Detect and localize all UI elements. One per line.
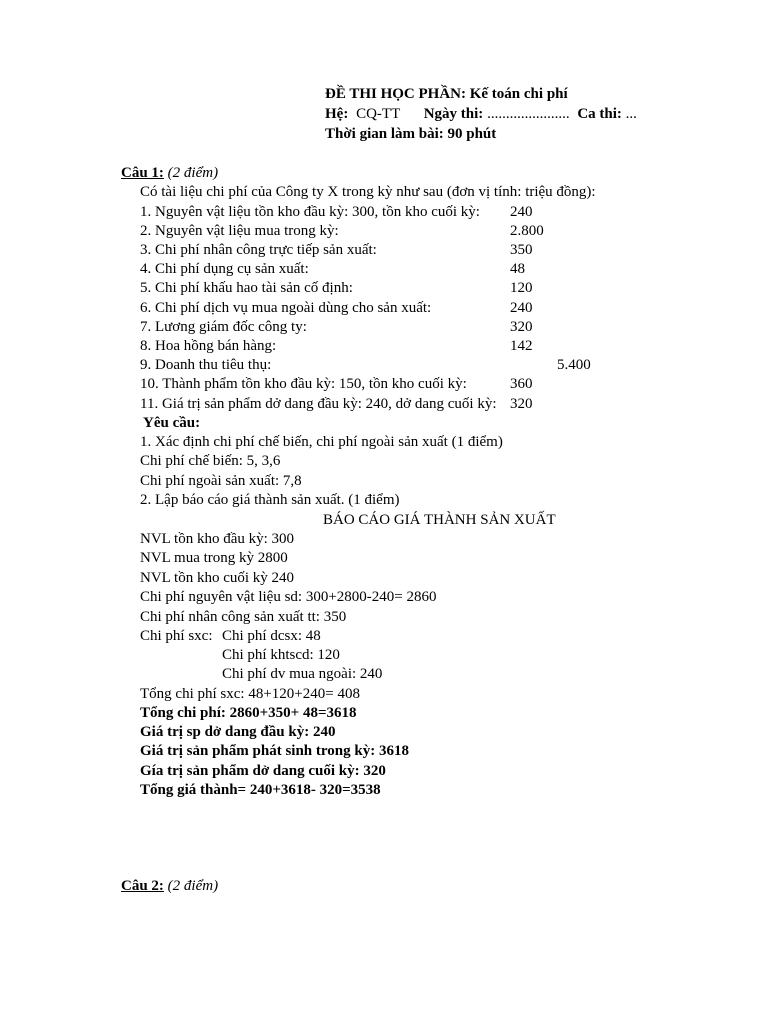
exam-header [325,85,637,145]
ca-value: ... [625,106,637,122]
q1-item-2: 2. Nguyên vật liệu mua trong kỳ: 2.800 [140,223,544,239]
q1-points: (2 điểm) [167,165,219,181]
q2-heading [121,877,218,896]
exam-time-line [325,125,637,145]
report-total-production-cost: Tổng giá thành= 240+3618- 320=3538 [140,782,381,798]
q1-requirement-2: 2. Lập báo cáo giá thành sản xuất. (1 điểm) [140,492,400,508]
q1-item-8: 8. Hoa hồng bán hàng: 142 [140,338,533,354]
q1-item-5: 5. Chi phí khấu hao tài sản cố định: 120 [140,280,533,296]
exam-info-line [325,105,637,125]
report-material-cost: Chi phí nguyên vật liệu sd: 300+2800-240= 2860 [140,589,437,605]
report-nvl-closing: NVL tồn kho cuối kỳ 240 [140,570,295,586]
report-nvl-opening: NVL tồn kho đầu kỳ: 300 [140,531,295,547]
report-overhead-total: Tổng chi phí sxc: 48+120+240= 408 [140,686,360,702]
q1-intro: Có tài liệu chi phí của Công ty X trong kỳ như sau (đơn vị tính: triệu đồng): [140,184,596,200]
q1-item-6: 6. Chi phí dịch vụ mua ngoài dùng cho sản xuất: 240 [140,300,533,316]
report-labor-cost: Chi phí nhân công sản xuất tt: 350 [140,609,347,625]
report-total-cost: Tổng chi phí: 2860+350+ 48=3618 [140,705,357,721]
q1-requirement-1: 1. Xác định chi phí chế biến, chi phí ngoài sản xuất (1 điểm) [140,434,503,450]
ngay-label: Ngày thi: [423,106,484,122]
report-overhead-depreciation: Chi phí khtscd: 120 [222,647,340,663]
q1-item-3: 3. Chi phí nhân công trực tiếp sản xuất: 350 [140,242,533,258]
report-nvl-purchased: NVL mua trong kỳ 2800 [140,550,288,566]
q2-label: Câu 2: [121,878,164,894]
exam-title-line [325,85,637,105]
time-value: 90 phút [447,126,497,142]
exam-title-label: ĐỀ THI HỌC PHẦN: [325,86,466,102]
report-wip-opening: Giá trị sp dở dang đầu kỳ: 240 [140,724,336,740]
q1-heading [121,164,218,183]
q1-item-4: 4. Chi phí dụng cụ sản xuất: 48 [140,261,525,277]
report-wip-closing: Gía trị sản phẩm dở dang cuối kỳ: 320 [140,763,386,779]
he-value: CQ-TT [356,106,400,122]
exam-title-value: Kế toán chi phí [469,86,568,102]
q1-answer-1a: Chi phí chế biến: 5, 3,6 [140,453,281,469]
report-incurred: Giá trị sản phẩm phát sinh trong kỳ: 3618 [140,743,409,759]
report-overhead-services: Chi phí dv mua ngoài: 240 [222,666,383,682]
he-label: Hệ: [325,106,349,122]
q1-item-7: 7. Lương giám đốc công ty: 320 [140,319,533,335]
q1-item-10: 10. Thành phẩm tồn kho đầu kỳ: 150, tồn kho cuối kỳ: 360 [140,376,533,392]
q1-item-1: 1. Nguyên vật liệu tồn kho đầu kỳ: 300, tồn kho cuối kỳ: 240 [140,204,533,220]
report-title: BÁO CÁO GIÁ THÀNH SẢN XUẤT [323,512,556,528]
q1-item-11: 11. Giá trị sản phẩm dở dang đầu kỳ: 240, dở dang cuối kỳ: 320 [140,396,533,412]
report-overhead-label: Chi phí sxc: [140,628,213,644]
q1-answer-1b: Chi phí ngoài sản xuất: 7,8 [140,473,302,489]
q1-requirements-label: Yêu cầu: [143,415,201,431]
report-overhead-tools: Chi phí dcsx: 48 [222,628,321,644]
time-label: Thời gian làm bài: [325,126,444,142]
q1-label: Câu 1: [121,165,164,181]
ca-label: Ca thi: [577,106,622,122]
q2-points: (2 điểm) [167,878,219,894]
q1-item-9: 9. Doanh thu tiêu thụ: 5.400 [140,357,591,373]
ngay-value: ...................... [487,106,570,122]
